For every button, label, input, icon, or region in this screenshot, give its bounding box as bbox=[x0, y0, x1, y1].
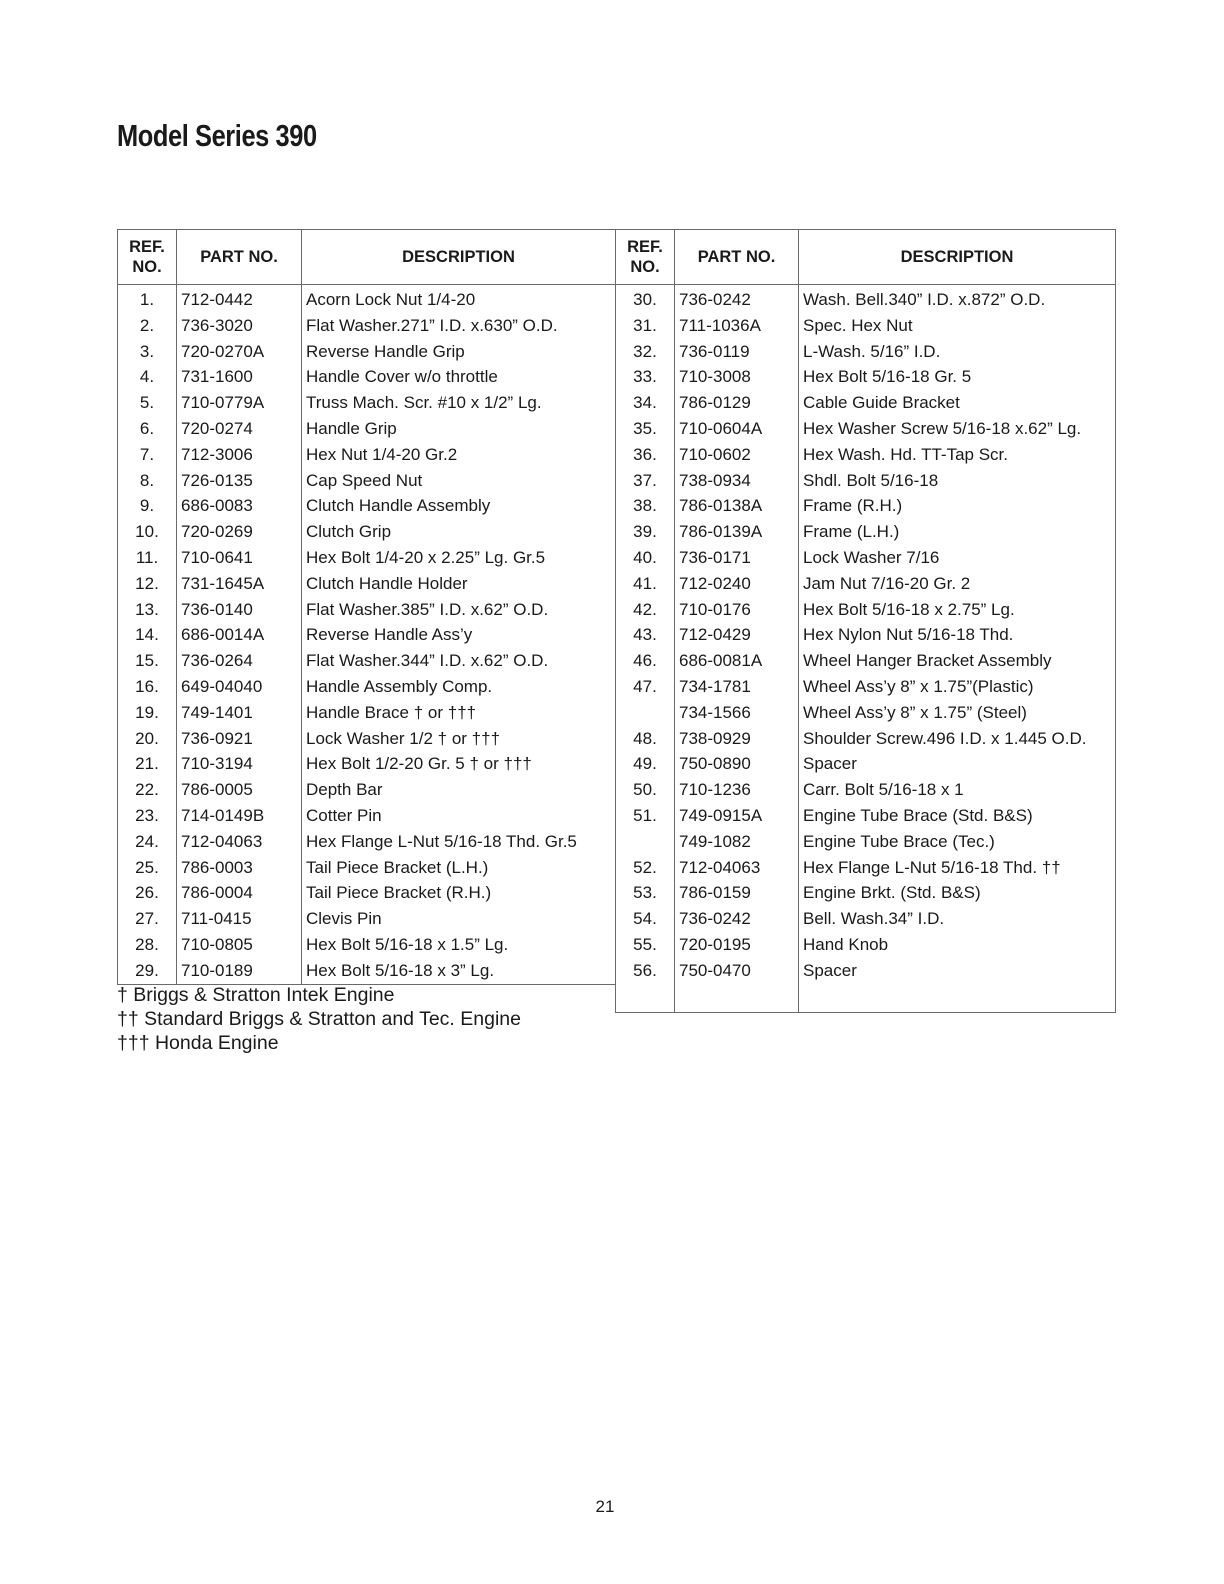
part-no-cell: 734-1781 bbox=[675, 674, 799, 700]
description-cell: Frame (R.H.) bbox=[799, 493, 1116, 519]
ref-no-cell: 5. bbox=[139, 393, 155, 413]
table-row bbox=[616, 339, 1116, 365]
table-row bbox=[118, 285, 616, 313]
table-row bbox=[616, 285, 1116, 313]
table-row bbox=[616, 777, 1116, 803]
description-cell: Shdl. Bolt 5/16-18 bbox=[799, 468, 1116, 494]
part-no-cell: 720-0269 bbox=[177, 519, 302, 545]
part-no-cell: 786-0139A bbox=[675, 519, 799, 545]
table-row bbox=[118, 519, 616, 545]
ref-no-cell: 9. bbox=[139, 496, 155, 516]
table-row bbox=[616, 855, 1116, 881]
description-cell: Flat Washer.271” I.D. x.630” O.D. bbox=[302, 313, 616, 339]
part-no-cell: 736-0119 bbox=[675, 339, 799, 365]
part-no-cell: 750-0470 bbox=[675, 958, 799, 984]
part-no-cell: 710-3008 bbox=[675, 364, 799, 390]
description-cell: Hex Flange L-Nut 5/16-18 Thd. Gr.5 bbox=[302, 829, 616, 855]
description-cell: Tail Piece Bracket (R.H.) bbox=[302, 880, 616, 906]
description-cell: Reverse Handle Grip bbox=[302, 339, 616, 365]
part-no-cell: 720-0274 bbox=[177, 416, 302, 442]
description-cell: Lock Washer 7/16 bbox=[799, 545, 1116, 571]
table-row bbox=[118, 597, 616, 623]
table-header-row bbox=[118, 230, 616, 285]
ref-no-cell bbox=[616, 700, 675, 726]
table-row bbox=[118, 674, 616, 700]
part-no-cell: 710-0604A bbox=[675, 416, 799, 442]
part-no-cell: 710-3194 bbox=[177, 751, 302, 777]
table-row bbox=[118, 468, 616, 494]
part-no-cell: 712-3006 bbox=[177, 442, 302, 468]
ref-no-cell: 32. bbox=[633, 341, 657, 361]
part-no-cell: 736-0921 bbox=[177, 726, 302, 752]
part-no-cell: 714-0149B bbox=[177, 803, 302, 829]
ref-no-cell: 52. bbox=[633, 857, 657, 877]
table-row bbox=[616, 803, 1116, 829]
table-row bbox=[118, 855, 616, 881]
part-no-cell: 720-0195 bbox=[675, 932, 799, 958]
part-no-cell: 736-0242 bbox=[675, 285, 799, 313]
description-cell: Engine Tube Brace (Tec.) bbox=[799, 829, 1116, 855]
description-cell: Jam Nut 7/16-20 Gr. 2 bbox=[799, 571, 1116, 597]
part-no-cell: 786-0129 bbox=[675, 390, 799, 416]
table-row bbox=[616, 829, 1116, 855]
description-cell: Hex Nylon Nut 5/16-18 Thd. bbox=[799, 622, 1116, 648]
description-cell: Cable Guide Bracket bbox=[799, 390, 1116, 416]
table-row bbox=[616, 416, 1116, 442]
table-header-row bbox=[616, 230, 1116, 285]
table-row bbox=[118, 648, 616, 674]
ref-no-cell: 33. bbox=[633, 367, 657, 387]
page-title: Model Series 390 bbox=[117, 118, 317, 153]
description-cell: Flat Washer.385” I.D. x.62” O.D. bbox=[302, 597, 616, 623]
ref-no-cell: 43. bbox=[633, 625, 657, 645]
table-row bbox=[616, 648, 1116, 674]
description-cell: Wheel Ass’y 8” x 1.75”(Plastic) bbox=[799, 674, 1116, 700]
table-row bbox=[616, 906, 1116, 932]
table-row bbox=[616, 958, 1116, 984]
table-row bbox=[118, 751, 616, 777]
description-cell: Hex Nut 1/4-20 Gr.2 bbox=[302, 442, 616, 468]
description-cell: Frame (L.H.) bbox=[799, 519, 1116, 545]
part-no-cell: 710-0779A bbox=[177, 390, 302, 416]
description-cell: Handle Brace † or ††† bbox=[302, 700, 616, 726]
ref-no-cell: 11. bbox=[135, 547, 159, 567]
ref-no-cell: 8. bbox=[139, 470, 155, 490]
table-row bbox=[118, 571, 616, 597]
part-no-cell: 786-0005 bbox=[177, 777, 302, 803]
ref-no-cell: 46. bbox=[633, 651, 657, 671]
ref-no-cell: 28. bbox=[135, 934, 159, 954]
description-cell: Clutch Handle Holder bbox=[302, 571, 616, 597]
ref-no-cell: 4. bbox=[139, 367, 155, 387]
description-cell: Acorn Lock Nut 1/4-20 bbox=[302, 285, 616, 313]
table-row bbox=[118, 803, 616, 829]
description-cell: Bell. Wash.34” I.D. bbox=[799, 906, 1116, 932]
part-no-cell: 736-0171 bbox=[675, 545, 799, 571]
description-cell: Hex Bolt 1/4-20 x 2.25” Lg. Gr.5 bbox=[302, 545, 616, 571]
table-row bbox=[616, 468, 1116, 494]
description-cell: Wash. Bell.340” I.D. x.872” O.D. bbox=[799, 285, 1116, 313]
part-no-cell: 711-1036A bbox=[675, 313, 799, 339]
description-cell: Spec. Hex Nut bbox=[799, 313, 1116, 339]
ref-no-cell: 41. bbox=[633, 573, 657, 593]
description-cell: Spacer bbox=[799, 958, 1116, 984]
part-no-cell: 731-1645A bbox=[177, 571, 302, 597]
description-cell: Spacer bbox=[799, 751, 1116, 777]
part-no-cell: 712-0429 bbox=[675, 622, 799, 648]
part-no-cell: 736-3020 bbox=[177, 313, 302, 339]
ref-no-cell: 14. bbox=[135, 625, 159, 645]
table-row bbox=[616, 726, 1116, 752]
table-row bbox=[616, 700, 1116, 726]
part-no-cell: 736-0242 bbox=[675, 906, 799, 932]
table-row bbox=[118, 700, 616, 726]
description-cell: Clutch Handle Assembly bbox=[302, 493, 616, 519]
ref-no-cell: 40. bbox=[633, 547, 657, 567]
part-no-cell: 710-0176 bbox=[675, 597, 799, 623]
part-no-cell: 749-1082 bbox=[675, 829, 799, 855]
part-no-cell: 786-0004 bbox=[177, 880, 302, 906]
description-cell: Wheel Hanger Bracket Assembly bbox=[799, 648, 1116, 674]
part-no-cell: 686-0083 bbox=[177, 493, 302, 519]
part-no-cell: 711-0415 bbox=[177, 906, 302, 932]
ref-no-cell: 31. bbox=[633, 315, 657, 335]
ref-no-header: REF. NO. bbox=[118, 230, 177, 285]
description-cell: Engine Brkt. (Std. B&S) bbox=[799, 880, 1116, 906]
part-no-cell: 712-0240 bbox=[675, 571, 799, 597]
table-row bbox=[118, 364, 616, 390]
part-no-cell: 710-0189 bbox=[177, 958, 302, 984]
ref-no-cell: 3. bbox=[139, 341, 155, 361]
ref-no-cell: 42. bbox=[633, 599, 657, 619]
description-cell: Hex Bolt 5/16-18 Gr. 5 bbox=[799, 364, 1116, 390]
ref-no-cell: 1. bbox=[139, 290, 155, 309]
footnote-intek: † Briggs & Stratton Intek Engine bbox=[117, 984, 395, 1006]
table-row bbox=[118, 493, 616, 519]
table-row bbox=[616, 545, 1116, 571]
ref-no-cell: 27. bbox=[135, 909, 159, 929]
ref-no-cell: 56. bbox=[633, 960, 657, 980]
ref-no-cell: 55. bbox=[633, 934, 657, 954]
parts-table-right bbox=[615, 229, 1116, 1013]
table-row bbox=[118, 829, 616, 855]
description-cell: Reverse Handle Ass’y bbox=[302, 622, 616, 648]
table-row bbox=[616, 390, 1116, 416]
ref-no-cell: 47. bbox=[633, 676, 657, 696]
part-no-cell: 736-0140 bbox=[177, 597, 302, 623]
description-cell: Hex Flange L-Nut 5/16-18 Thd. †† bbox=[799, 855, 1116, 881]
ref-no-cell: 26. bbox=[135, 883, 159, 903]
description-cell: Flat Washer.344” I.D. x.62” O.D. bbox=[302, 648, 616, 674]
part-no-cell: 749-0915A bbox=[675, 803, 799, 829]
part-no-cell: 786-0138A bbox=[675, 493, 799, 519]
part-no-header: PART NO. bbox=[177, 230, 302, 285]
part-no-cell: 749-1401 bbox=[177, 700, 302, 726]
table-row bbox=[118, 726, 616, 752]
ref-no-cell: 23. bbox=[135, 805, 159, 825]
ref-no-cell: 51. bbox=[633, 805, 657, 825]
ref-no-cell: 10. bbox=[135, 522, 159, 542]
table-row bbox=[616, 674, 1116, 700]
ref-no-cell: 48. bbox=[633, 728, 657, 748]
ref-no-cell: 21. bbox=[135, 754, 159, 774]
description-cell: Engine Tube Brace (Std. B&S) bbox=[799, 803, 1116, 829]
table-row bbox=[118, 880, 616, 906]
ref-no-cell: 22. bbox=[135, 780, 159, 800]
table-row bbox=[616, 442, 1116, 468]
description-cell: Wheel Ass’y 8” x 1.75” (Steel) bbox=[799, 700, 1116, 726]
part-no-header: PART NO. bbox=[675, 230, 799, 285]
part-no-cell: 750-0890 bbox=[675, 751, 799, 777]
description-cell: Depth Bar bbox=[302, 777, 616, 803]
ref-no-cell: 29. bbox=[135, 960, 159, 980]
table-row bbox=[616, 313, 1116, 339]
part-no-cell: 710-0641 bbox=[177, 545, 302, 571]
part-no-cell: 726-0135 bbox=[177, 468, 302, 494]
description-cell: Cap Speed Nut bbox=[302, 468, 616, 494]
description-cell: Cotter Pin bbox=[302, 803, 616, 829]
ref-no-cell: 38. bbox=[633, 496, 657, 516]
part-no-cell: 686-0081A bbox=[675, 648, 799, 674]
description-cell: Shoulder Screw.496 I.D. x 1.445 O.D. bbox=[799, 726, 1116, 752]
description-cell: Hex Wash. Hd. TT-Tap Scr. bbox=[799, 442, 1116, 468]
part-no-cell: 712-0442 bbox=[177, 285, 302, 313]
description-cell: Hex Bolt 1/2-20 Gr. 5 † or ††† bbox=[302, 751, 616, 777]
part-no-cell: 649-04040 bbox=[177, 674, 302, 700]
description-cell: Hex Bolt 5/16-18 x 2.75” Lg. bbox=[799, 597, 1116, 623]
description-cell: Handle Grip bbox=[302, 416, 616, 442]
table-row bbox=[616, 932, 1116, 958]
description-cell: L-Wash. 5/16” I.D. bbox=[799, 339, 1116, 365]
part-no-cell: 710-0805 bbox=[177, 932, 302, 958]
description-cell: Carr. Bolt 5/16-18 x 1 bbox=[799, 777, 1116, 803]
description-cell: Handle Cover w/o throttle bbox=[302, 364, 616, 390]
part-no-cell: 712-04063 bbox=[177, 829, 302, 855]
table-row bbox=[616, 622, 1116, 648]
footnote-honda: ††† Honda Engine bbox=[117, 1032, 279, 1054]
ref-no-cell: 34. bbox=[633, 393, 657, 413]
table-row bbox=[616, 751, 1116, 777]
ref-no-cell: 25. bbox=[135, 857, 159, 877]
description-cell: Handle Assembly Comp. bbox=[302, 674, 616, 700]
ref-no-header: REF. NO. bbox=[616, 230, 675, 285]
description-header: DESCRIPTION bbox=[799, 230, 1116, 285]
description-cell: Tail Piece Bracket (L.H.) bbox=[302, 855, 616, 881]
description-cell: Hex Bolt 5/16-18 x 1.5” Lg. bbox=[302, 932, 616, 958]
ref-no-cell: 24. bbox=[135, 831, 159, 851]
part-no-cell: 738-0934 bbox=[675, 468, 799, 494]
part-no-cell: 686-0014A bbox=[177, 622, 302, 648]
table-row bbox=[118, 390, 616, 416]
table-row bbox=[616, 880, 1116, 906]
part-no-cell: 712-04063 bbox=[675, 855, 799, 881]
footnotes bbox=[117, 983, 521, 1055]
ref-no-cell: 36. bbox=[633, 444, 657, 464]
table-row bbox=[118, 313, 616, 339]
part-no-cell: 731-1600 bbox=[177, 364, 302, 390]
table-row bbox=[118, 777, 616, 803]
description-header: DESCRIPTION bbox=[302, 230, 616, 285]
ref-no-cell bbox=[616, 829, 675, 855]
description-cell: Hex Washer Screw 5/16-18 x.62” Lg. bbox=[799, 416, 1116, 442]
table-row bbox=[616, 597, 1116, 623]
ref-no-cell: 13. bbox=[135, 599, 159, 619]
ref-no-cell: 7. bbox=[139, 444, 155, 464]
table-row bbox=[616, 364, 1116, 390]
part-no-cell: 710-0602 bbox=[675, 442, 799, 468]
ref-no-cell: 19. bbox=[135, 702, 159, 722]
table-spacer-row bbox=[616, 984, 1116, 1013]
ref-no-cell: 49. bbox=[633, 754, 657, 774]
table-row bbox=[118, 622, 616, 648]
description-cell: Hand Knob bbox=[799, 932, 1116, 958]
page-number: 21 bbox=[595, 1497, 615, 1516]
ref-no-cell: 12. bbox=[135, 573, 159, 593]
part-no-cell: 736-0264 bbox=[177, 648, 302, 674]
description-cell: Hex Bolt 5/16-18 x 3” Lg. bbox=[302, 958, 616, 984]
table-row bbox=[616, 571, 1116, 597]
table-row bbox=[616, 493, 1116, 519]
ref-no-cell: 6. bbox=[139, 418, 155, 438]
part-no-cell: 786-0159 bbox=[675, 880, 799, 906]
table-row bbox=[616, 519, 1116, 545]
ref-no-cell: 53. bbox=[633, 883, 657, 903]
ref-no-cell: 20. bbox=[135, 728, 159, 748]
description-cell: Clutch Grip bbox=[302, 519, 616, 545]
table-row bbox=[118, 958, 616, 984]
part-no-cell: 734-1566 bbox=[675, 700, 799, 726]
parts-table-left bbox=[117, 229, 616, 985]
description-cell: Clevis Pin bbox=[302, 906, 616, 932]
description-cell: Truss Mach. Scr. #10 x 1/2” Lg. bbox=[302, 390, 616, 416]
description-cell: Lock Washer 1/2 † or ††† bbox=[302, 726, 616, 752]
ref-no-cell: 15. bbox=[135, 651, 159, 671]
table-row bbox=[118, 339, 616, 365]
ref-no-cell: 50. bbox=[633, 780, 657, 800]
ref-no-cell: 54. bbox=[633, 909, 657, 929]
part-no-cell: 738-0929 bbox=[675, 726, 799, 752]
ref-no-cell: 39. bbox=[633, 522, 657, 542]
table-row bbox=[118, 545, 616, 571]
part-no-cell: 786-0003 bbox=[177, 855, 302, 881]
table-row bbox=[118, 416, 616, 442]
table-row bbox=[118, 442, 616, 468]
part-no-cell: 710-1236 bbox=[675, 777, 799, 803]
footnote-standard-tec: †† Standard Briggs & Stratton and Tec. Engine bbox=[117, 1008, 521, 1030]
part-no-cell: 720-0270A bbox=[177, 339, 302, 365]
ref-no-cell: 16. bbox=[135, 676, 159, 696]
ref-no-cell: 37. bbox=[633, 470, 657, 490]
table-row bbox=[118, 906, 616, 932]
ref-no-cell: 30. bbox=[633, 290, 657, 309]
ref-no-cell: 35. bbox=[633, 418, 657, 438]
table-row bbox=[118, 932, 616, 958]
ref-no-cell: 2. bbox=[139, 315, 155, 335]
